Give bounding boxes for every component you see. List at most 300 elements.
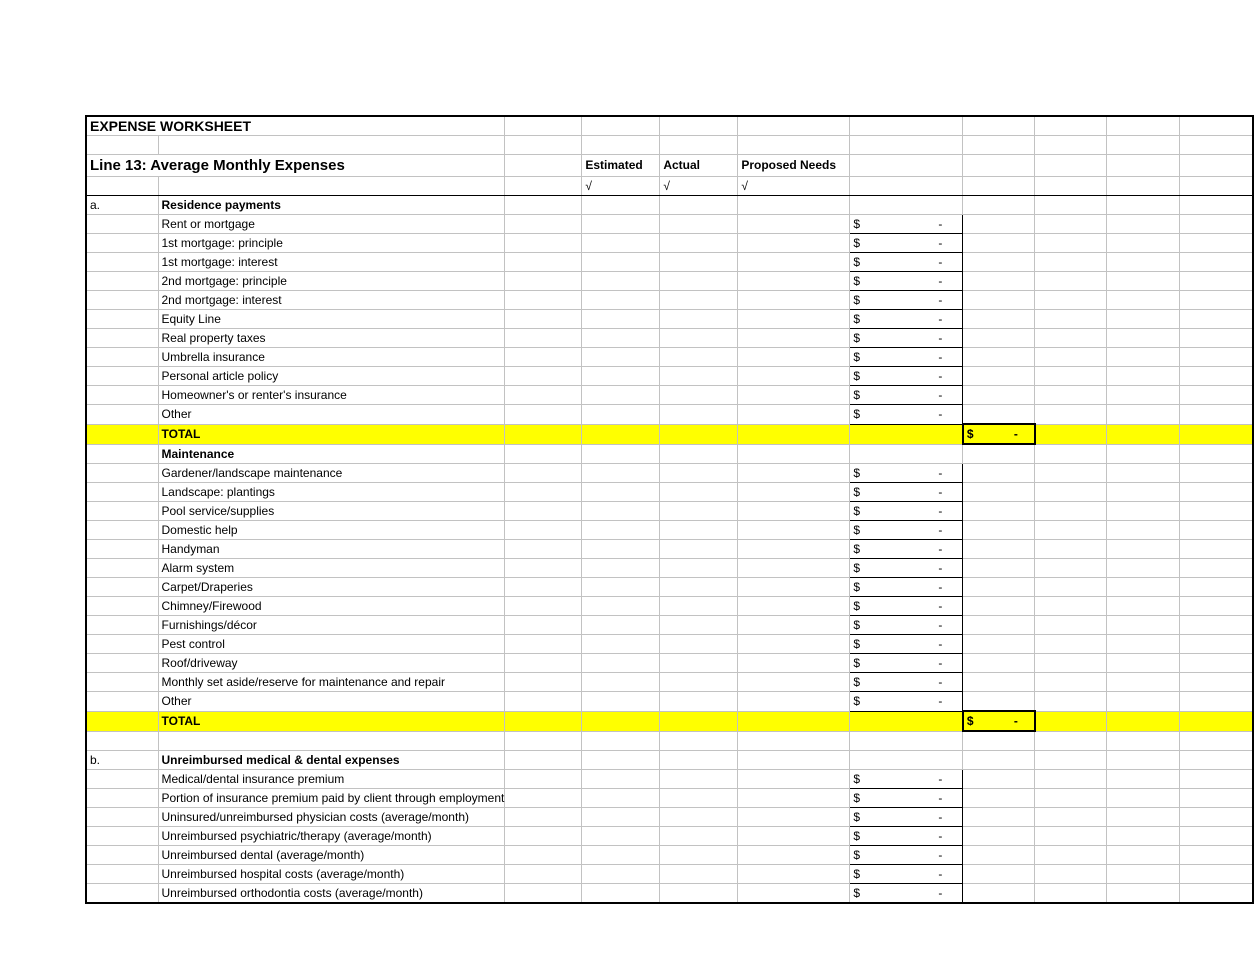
amount-cell <box>850 464 963 483</box>
empty-cell <box>86 272 158 291</box>
item-label: Pest control <box>158 635 505 654</box>
empty-cell <box>738 502 850 521</box>
empty-cell <box>505 329 582 348</box>
item-label: Handyman <box>158 540 505 559</box>
amount-value: - <box>938 312 943 326</box>
empty-cell <box>86 597 158 616</box>
empty-cell <box>963 751 1035 770</box>
blank-row <box>86 136 1253 155</box>
empty-cell <box>86 559 158 578</box>
empty-cell <box>1180 751 1253 770</box>
empty-cell <box>86 827 158 846</box>
empty-cell <box>1107 367 1180 386</box>
empty-cell <box>1180 348 1253 367</box>
empty-cell <box>505 616 582 635</box>
empty-cell <box>1180 731 1253 751</box>
empty-cell <box>660 424 738 444</box>
empty-cell <box>660 136 738 155</box>
amount-value: - <box>938 599 943 613</box>
currency-symbol: $ <box>853 618 861 632</box>
empty-cell <box>1107 635 1180 654</box>
item-row <box>86 597 1253 616</box>
empty-cell <box>505 310 582 329</box>
item-row <box>86 559 1253 578</box>
empty-cell <box>1035 789 1107 808</box>
empty-cell <box>505 827 582 846</box>
empty-cell <box>86 673 158 692</box>
empty-cell <box>505 789 582 808</box>
item-label: Monthly set aside/reserve for maintenance and repair <box>158 673 505 692</box>
item-label: Homeowner's or renter's insurance <box>158 386 505 405</box>
empty-cell <box>1180 884 1253 904</box>
empty-cell <box>738 253 850 272</box>
empty-cell <box>505 521 582 540</box>
empty-cell <box>582 424 660 444</box>
empty-cell <box>1107 502 1180 521</box>
empty-cell <box>505 578 582 597</box>
empty-cell <box>1035 464 1107 483</box>
empty-cell <box>738 196 850 215</box>
empty-cell <box>1035 215 1107 234</box>
amount-cell <box>850 808 963 827</box>
empty-cell <box>1180 136 1253 155</box>
empty-cell <box>660 196 738 215</box>
empty-cell <box>1035 424 1107 444</box>
item-label: 1st mortgage: principle <box>158 234 505 253</box>
empty-cell <box>582 405 660 425</box>
empty-cell <box>582 253 660 272</box>
empty-cell <box>850 196 963 215</box>
empty-cell <box>582 616 660 635</box>
blank-row <box>86 731 1253 751</box>
empty-cell <box>86 483 158 502</box>
empty-cell <box>86 692 158 712</box>
item-label: Unreimbursed dental (average/month) <box>158 846 505 865</box>
empty-cell <box>1107 329 1180 348</box>
empty-cell <box>582 310 660 329</box>
empty-cell <box>850 116 963 136</box>
empty-cell <box>963 884 1035 904</box>
empty-cell <box>660 367 738 386</box>
empty-cell <box>505 884 582 904</box>
section-row <box>86 751 1253 770</box>
empty-cell <box>86 234 158 253</box>
empty-cell <box>1035 502 1107 521</box>
item-row <box>86 635 1253 654</box>
amount-value: - <box>938 217 943 231</box>
empty-cell <box>505 502 582 521</box>
item-label: Alarm system <box>158 559 505 578</box>
empty-cell <box>660 635 738 654</box>
empty-cell <box>1180 329 1253 348</box>
amount-value: - <box>938 274 943 288</box>
empty-cell <box>963 348 1035 367</box>
empty-cell <box>86 253 158 272</box>
item-label: 2nd mortgage: interest <box>158 291 505 310</box>
currency-symbol: $ <box>853 331 861 345</box>
amount-value: - <box>938 350 943 364</box>
item-row <box>86 540 1253 559</box>
item-row <box>86 808 1253 827</box>
empty-cell <box>1107 177 1180 196</box>
empty-cell <box>850 136 963 155</box>
empty-cell <box>1035 635 1107 654</box>
amount-cell <box>850 789 963 808</box>
amount-cell <box>850 578 963 597</box>
empty-cell <box>86 808 158 827</box>
item-label: Other <box>158 692 505 712</box>
amount-cell <box>850 386 963 405</box>
empty-cell <box>660 789 738 808</box>
empty-cell <box>1180 444 1253 464</box>
empty-cell <box>738 846 850 865</box>
empty-cell <box>1107 234 1180 253</box>
currency-symbol: $ <box>853 388 861 402</box>
empty-cell <box>963 177 1035 196</box>
currency-symbol: $ <box>853 675 861 689</box>
empty-cell <box>963 770 1035 789</box>
empty-cell <box>1035 540 1107 559</box>
empty-cell <box>660 827 738 846</box>
empty-cell <box>1180 789 1253 808</box>
item-row <box>86 616 1253 635</box>
check-mark: √ <box>660 177 738 196</box>
empty-cell <box>1180 521 1253 540</box>
item-label: Unreimbursed orthodontia costs (average/month) <box>158 884 505 904</box>
amount-cell <box>850 770 963 789</box>
empty-cell <box>738 116 850 136</box>
empty-cell <box>963 386 1035 405</box>
empty-cell <box>1107 731 1180 751</box>
empty-cell <box>582 884 660 904</box>
empty-cell <box>582 865 660 884</box>
empty-cell <box>1107 444 1180 464</box>
empty-cell <box>86 865 158 884</box>
colheads-row <box>86 155 1253 177</box>
empty-cell <box>1035 310 1107 329</box>
item-label: Portion of insurance premium paid by client through employment <box>158 789 505 808</box>
empty-cell <box>1107 827 1180 846</box>
empty-cell <box>86 521 158 540</box>
empty-cell <box>582 483 660 502</box>
empty-cell <box>660 770 738 789</box>
empty-cell <box>1180 215 1253 234</box>
empty-cell <box>1035 234 1107 253</box>
empty-cell <box>738 405 850 425</box>
item-label: Umbrella insurance <box>158 348 505 367</box>
empty-cell <box>582 597 660 616</box>
currency-symbol: $ <box>966 714 974 728</box>
empty-cell <box>86 348 158 367</box>
empty-cell <box>505 215 582 234</box>
empty-cell <box>738 616 850 635</box>
empty-cell <box>963 215 1035 234</box>
empty-cell <box>963 521 1035 540</box>
item-row <box>86 253 1253 272</box>
empty-cell <box>660 234 738 253</box>
item-row <box>86 884 1253 904</box>
empty-cell <box>963 253 1035 272</box>
total-row <box>86 424 1253 444</box>
section-row <box>86 444 1253 464</box>
amount-value: - <box>938 466 943 480</box>
empty-cell <box>738 770 850 789</box>
empty-cell <box>1180 578 1253 597</box>
amount-cell <box>850 616 963 635</box>
empty-cell <box>738 215 850 234</box>
empty-cell <box>738 789 850 808</box>
section-row <box>86 196 1253 215</box>
empty-cell <box>1107 673 1180 692</box>
amount-value: - <box>938 236 943 250</box>
empty-cell <box>1107 559 1180 578</box>
empty-cell <box>582 272 660 291</box>
item-row <box>86 464 1253 483</box>
empty-cell <box>1107 348 1180 367</box>
empty-cell <box>660 711 738 731</box>
amount-cell <box>850 540 963 559</box>
empty-cell <box>850 731 963 751</box>
empty-cell <box>1107 597 1180 616</box>
empty-cell <box>660 386 738 405</box>
empty-cell <box>660 751 738 770</box>
empty-cell <box>582 731 660 751</box>
empty-cell <box>86 464 158 483</box>
item-label: Chimney/Firewood <box>158 597 505 616</box>
empty-cell <box>505 751 582 770</box>
amount-cell <box>850 521 963 540</box>
item-row <box>86 272 1253 291</box>
item-row <box>86 291 1253 310</box>
empty-cell <box>1107 616 1180 635</box>
amount-cell <box>850 635 963 654</box>
empty-cell <box>1035 597 1107 616</box>
item-row <box>86 827 1253 846</box>
amount-value: - <box>938 407 943 422</box>
empty-cell <box>505 196 582 215</box>
amount-value: - <box>938 810 943 824</box>
empty-cell <box>86 136 158 155</box>
empty-cell <box>505 846 582 865</box>
empty-cell <box>1180 253 1253 272</box>
empty-cell <box>505 367 582 386</box>
empty-cell <box>850 444 963 464</box>
amount-value: - <box>938 255 943 269</box>
empty-cell <box>505 253 582 272</box>
empty-cell <box>505 673 582 692</box>
item-row <box>86 234 1253 253</box>
amount-cell <box>850 502 963 521</box>
total-label: TOTAL <box>158 424 505 444</box>
empty-cell <box>660 502 738 521</box>
item-label: Equity Line <box>158 310 505 329</box>
empty-cell <box>582 116 660 136</box>
empty-cell <box>1035 253 1107 272</box>
empty-cell <box>505 635 582 654</box>
item-label: Other <box>158 405 505 425</box>
currency-symbol: $ <box>966 427 974 441</box>
amount-value: - <box>938 542 943 556</box>
empty-cell <box>1180 597 1253 616</box>
item-row <box>86 846 1253 865</box>
empty-cell <box>1035 116 1107 136</box>
section-index <box>86 444 158 464</box>
empty-cell <box>86 789 158 808</box>
empty-cell <box>1107 578 1180 597</box>
empty-cell <box>86 635 158 654</box>
empty-cell <box>1107 386 1180 405</box>
empty-cell <box>1180 827 1253 846</box>
empty-cell <box>660 272 738 291</box>
empty-cell <box>1180 196 1253 215</box>
empty-cell <box>1180 654 1253 673</box>
empty-cell <box>738 731 850 751</box>
item-row <box>86 673 1253 692</box>
empty-cell <box>850 711 963 731</box>
empty-cell <box>1180 291 1253 310</box>
empty-cell <box>505 559 582 578</box>
empty-cell <box>1035 196 1107 215</box>
empty-cell <box>1180 464 1253 483</box>
empty-cell <box>86 846 158 865</box>
amount-value: - <box>938 886 943 900</box>
empty-cell <box>1180 540 1253 559</box>
empty-cell <box>1180 692 1253 712</box>
empty-cell <box>505 770 582 789</box>
empty-cell <box>582 635 660 654</box>
section-index: a. <box>86 196 158 215</box>
empty-cell <box>582 329 660 348</box>
empty-cell <box>963 444 1035 464</box>
currency-symbol: $ <box>853 523 861 537</box>
amount-value: - <box>938 561 943 575</box>
empty-cell <box>738 540 850 559</box>
empty-cell <box>1180 367 1253 386</box>
empty-cell <box>963 464 1035 483</box>
item-row <box>86 405 1253 425</box>
empty-cell <box>660 215 738 234</box>
item-label: Landscape: plantings <box>158 483 505 502</box>
empty-cell <box>660 521 738 540</box>
empty-cell <box>505 272 582 291</box>
empty-cell <box>1035 865 1107 884</box>
empty-cell <box>1180 177 1253 196</box>
empty-cell <box>738 673 850 692</box>
empty-cell <box>1107 692 1180 712</box>
empty-cell <box>86 616 158 635</box>
amount-cell <box>850 405 963 425</box>
amount-cell <box>850 884 963 904</box>
total-label: TOTAL <box>158 711 505 731</box>
amount-cell <box>850 348 963 367</box>
empty-cell <box>1180 559 1253 578</box>
empty-cell <box>963 155 1035 177</box>
empty-cell <box>505 424 582 444</box>
empty-cell <box>963 272 1035 291</box>
empty-cell <box>86 329 158 348</box>
empty-cell <box>505 540 582 559</box>
currency-symbol: $ <box>853 867 861 881</box>
empty-cell <box>660 616 738 635</box>
line13-title: Line 13: Average Monthly Expenses <box>86 155 505 177</box>
item-row <box>86 310 1253 329</box>
empty-cell <box>1035 348 1107 367</box>
section-title: Maintenance <box>158 444 505 464</box>
empty-cell <box>582 770 660 789</box>
empty-cell <box>1180 483 1253 502</box>
empty-cell <box>1180 808 1253 827</box>
empty-cell <box>582 291 660 310</box>
empty-cell <box>1107 521 1180 540</box>
empty-cell <box>582 673 660 692</box>
item-row <box>86 654 1253 673</box>
empty-cell <box>1035 272 1107 291</box>
empty-cell <box>660 116 738 136</box>
currency-symbol: $ <box>853 599 861 613</box>
empty-cell <box>505 597 582 616</box>
amount-value: - <box>938 867 943 881</box>
empty-cell <box>86 367 158 386</box>
empty-cell <box>738 329 850 348</box>
empty-cell <box>738 348 850 367</box>
empty-cell <box>738 367 850 386</box>
empty-cell <box>660 846 738 865</box>
empty-cell <box>738 751 850 770</box>
empty-cell <box>660 291 738 310</box>
item-label: Unreimbursed hospital costs (average/month) <box>158 865 505 884</box>
currency-symbol: $ <box>853 656 861 670</box>
item-row <box>86 521 1253 540</box>
empty-cell <box>660 692 738 712</box>
currency-symbol: $ <box>853 217 861 231</box>
empty-cell <box>582 215 660 234</box>
empty-cell <box>1035 444 1107 464</box>
empty-cell <box>963 673 1035 692</box>
empty-cell <box>738 444 850 464</box>
item-row <box>86 865 1253 884</box>
empty-cell <box>660 597 738 616</box>
item-label: Rent or mortgage <box>158 215 505 234</box>
item-row <box>86 789 1253 808</box>
check-mark: √ <box>738 177 850 196</box>
empty-cell <box>505 654 582 673</box>
empty-cell <box>158 177 505 196</box>
empty-cell <box>738 424 850 444</box>
empty-cell <box>505 291 582 310</box>
empty-cell <box>660 673 738 692</box>
item-label: Domestic help <box>158 521 505 540</box>
empty-cell <box>963 310 1035 329</box>
amount-cell <box>850 597 963 616</box>
empty-cell <box>1107 215 1180 234</box>
empty-cell <box>1035 559 1107 578</box>
empty-cell <box>963 692 1035 712</box>
empty-cell <box>1180 673 1253 692</box>
empty-cell <box>660 329 738 348</box>
empty-cell <box>850 177 963 196</box>
amount-value: - <box>938 485 943 499</box>
empty-cell <box>963 559 1035 578</box>
column-header-proposed-needs: Proposed Needs <box>738 155 850 177</box>
currency-symbol: $ <box>853 791 861 805</box>
empty-cell <box>660 253 738 272</box>
empty-cell <box>738 578 850 597</box>
expense-worksheet <box>85 115 1254 904</box>
empty-cell <box>1035 177 1107 196</box>
empty-cell <box>1035 521 1107 540</box>
column-header-actual: Actual <box>660 155 738 177</box>
empty-cell <box>963 483 1035 502</box>
